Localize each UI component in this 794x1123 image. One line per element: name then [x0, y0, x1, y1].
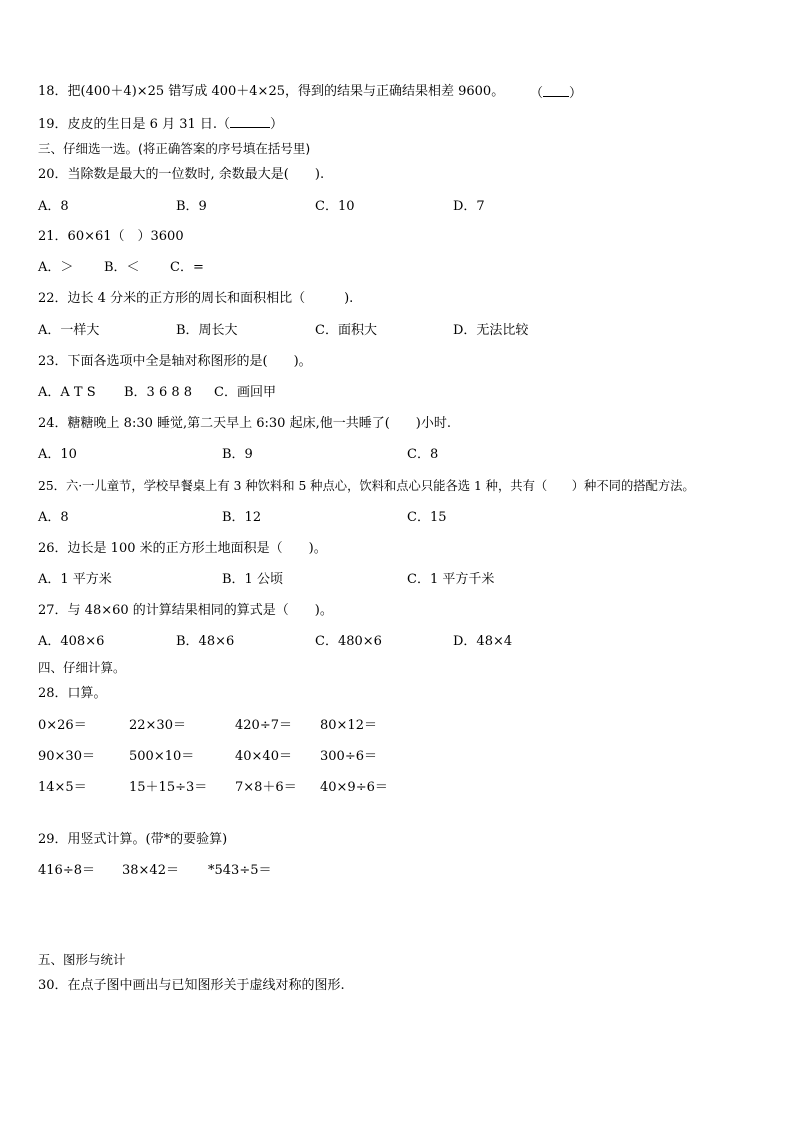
mental-math-item: 90×30＝ — [38, 749, 95, 764]
question-20: 20．当除数是最大的一位数时, 余数最大是( ). — [38, 167, 325, 182]
q22-option-c[interactable]: C．面积大 — [315, 323, 377, 338]
q21-option-b[interactable]: B．＜ — [104, 260, 140, 275]
mental-math-item: 420÷7＝ — [235, 718, 292, 733]
answer-blank-18[interactable]: （ ） — [530, 86, 583, 101]
question-19-text: 19．皮皮的生日是 6 月 31 日.（ — [38, 117, 231, 132]
question-23: 23．下面各选项中全是轴对称图形的是( )。 — [38, 354, 312, 369]
q20-option-a[interactable]: A．8 — [38, 199, 69, 214]
q20-option-c[interactable]: C．10 — [315, 199, 355, 214]
q25-option-b[interactable]: B．12 — [222, 510, 262, 525]
question-29: 29．用竖式计算。(带*的要验算) — [38, 832, 228, 847]
q24-option-a[interactable]: A．10 — [38, 447, 77, 462]
q25-option-a[interactable]: A．8 — [38, 510, 69, 525]
mental-math-item: 15＋15÷3＝ — [129, 780, 208, 795]
question-25: 25．六·一儿童节，学校早餐桌上有 3 种饮料和 5 种点心，饮料和点心只能各选 1 种，共有（ ）种不同的搭配方法。 — [38, 479, 695, 493]
mental-math-item: 14×5＝ — [38, 780, 87, 795]
mental-math-item: 0×26＝ — [38, 718, 87, 733]
mental-math-item: 40×9÷6＝ — [320, 780, 388, 795]
q22-option-a[interactable]: A．一样大 — [38, 323, 100, 338]
mental-math-item: 500×10＝ — [129, 749, 195, 764]
mental-math-item: 22×30＝ — [129, 718, 186, 733]
question-24: 24．糖糖晚上 8:30 睡觉,第二天早上 6:30 起床,他一共睡了( )小时. — [38, 416, 451, 431]
q27-option-b[interactable]: B．48×6 — [176, 634, 235, 649]
mental-math-item: 40×40＝ — [235, 749, 292, 764]
question-21: 21．60×61（ ）3600 — [38, 229, 184, 244]
q23-option-b[interactable]: B．3 6 8 8 — [124, 385, 193, 400]
question-18-text: 18．把(400＋4)×25 错写成 400＋4×25，得到的结果与正确结果相差 9600。 — [38, 84, 505, 99]
vertical-calc-item: 38×42＝ — [122, 863, 179, 878]
q22-option-d[interactable]: D．无法比较 — [453, 323, 529, 338]
question-27: 27．与 48×60 的计算结果相同的算式是（ )。 — [38, 603, 333, 618]
q20-option-d[interactable]: D．7 — [453, 199, 485, 214]
vertical-calc-item: *543÷5＝ — [208, 863, 272, 878]
q21-option-c[interactable]: C．= — [170, 260, 204, 275]
mental-math-item: 7×8＋6＝ — [235, 780, 297, 795]
section-3-heading: 三、仔细选一选。(将正确答案的序号填在括号里) — [38, 141, 311, 156]
mental-math-item: 80×12＝ — [320, 718, 377, 733]
vertical-calc-item: 416÷8＝ — [38, 863, 95, 878]
q25-option-c[interactable]: C．15 — [407, 510, 447, 525]
q24-option-b[interactable]: B．9 — [222, 447, 253, 462]
question-22: 22．边长 4 分米的正方形的周长和面积相比（ ). — [38, 291, 354, 306]
question-30: 30．在点子图中画出与已知图形关于虚线对称的图形. — [38, 978, 345, 993]
q27-option-c[interactable]: C．480×6 — [315, 634, 382, 649]
q23-option-a[interactable]: A．A T S — [38, 385, 96, 400]
q27-option-a[interactable]: A．408×6 — [38, 634, 105, 649]
question-18 — [38, 84, 504, 100]
mental-math-item: 300÷6＝ — [320, 749, 377, 764]
q26-option-c[interactable]: C．1 平方千米 — [407, 572, 495, 587]
q21-option-a[interactable]: A．＞ — [38, 260, 74, 275]
q20-option-b[interactable]: B．9 — [176, 199, 207, 214]
section-4-heading: 四、仔细计算。 — [38, 660, 126, 675]
answer-blank-19[interactable] — [230, 115, 270, 128]
q24-option-c[interactable]: C．8 — [407, 447, 439, 462]
question-26: 26．边长是 100 米的正方形土地面积是（ )。 — [38, 541, 327, 556]
q22-option-b[interactable]: B．周长大 — [176, 323, 238, 338]
question-19: 19．皮皮的生日是 6 月 31 日.（ ） — [38, 117, 284, 132]
q23-option-c[interactable]: C．画回甲 — [214, 385, 276, 400]
question-28: 28．口算。 — [38, 686, 107, 701]
q27-option-d[interactable]: D．48×4 — [453, 634, 513, 649]
q26-option-b[interactable]: B．1 公顷 — [222, 572, 283, 587]
section-5-heading: 五、图形与统计 — [38, 952, 126, 967]
q26-option-a[interactable]: A．1 平方米 — [38, 572, 112, 587]
